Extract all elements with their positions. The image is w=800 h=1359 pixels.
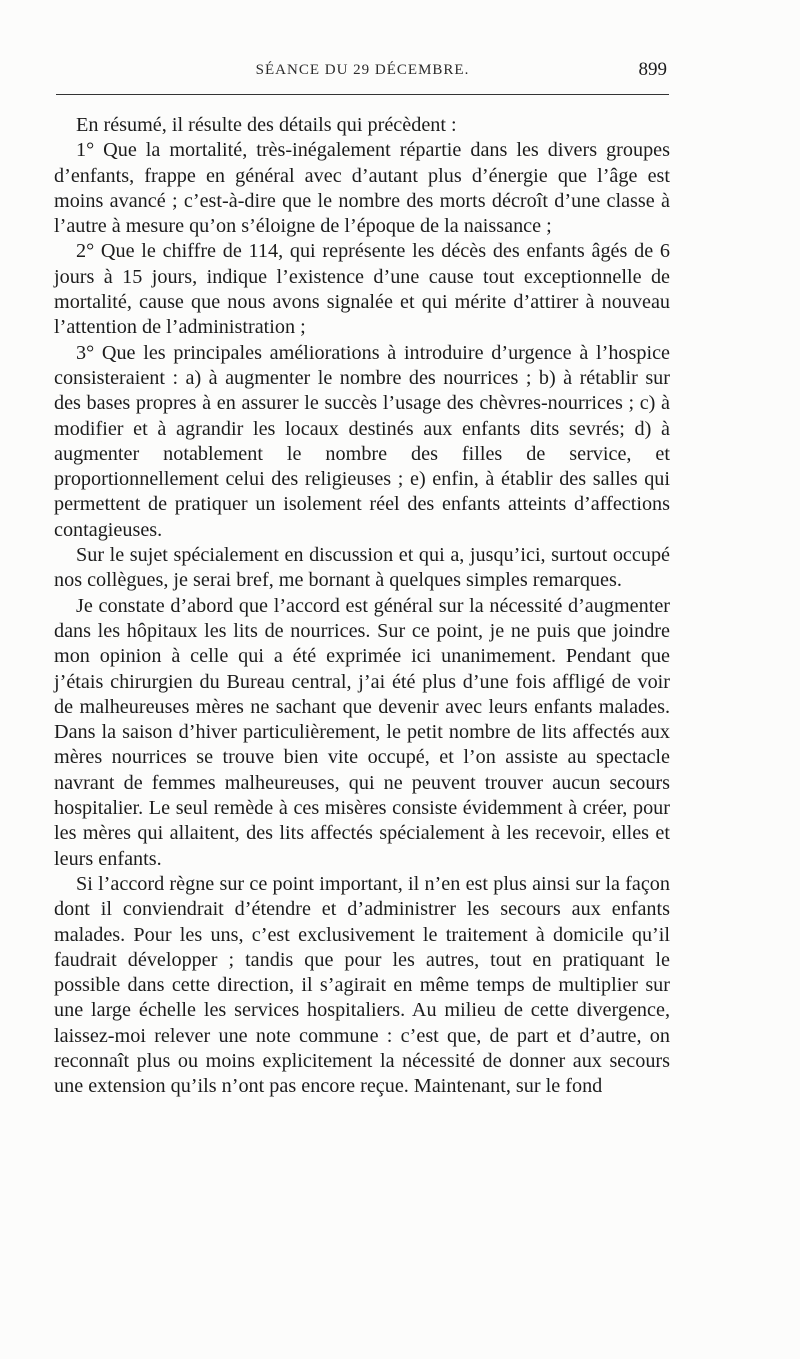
paragraph-point-2: 2° Que le chiffre de 114, qui représente les décès des enfants âgés de 6 jours à 15 jours, indique l’existence d’une cause tout exceptionnelle de mortalité, cause que nous avons signalée et qui mérite d’attirer à nouveau l’attention de l’administration ; [54, 240, 670, 339]
paragraph-home-care: Si l’accord règne sur ce point important, il n’en est plus ainsi sur la façon dont il conviendrait d’étendre et d’administrer les secours aux enfants malades. Pour les uns, c’est exclusivement le traitement à domicile qu’il faudrait développer ; tandis que pour les autres, tout en pratiquant le possible dans cette direction, il s’agirait en même temps de multiplier sur une large échelle les services hospitaliers. Au milieu de cette divergence, laissez-moi relever une note commune : c’est que, de part et d’autre, on reconnaît plus ou moins explicitement la nécessité de donner aux secours une extension qu’ils n’ont pas encore reçue. Maintenant, sur le fond [54, 872, 670, 1098]
page-number: 899 [638, 59, 667, 80]
header-rule [56, 94, 669, 95]
page-header [56, 58, 669, 88]
paragraph-summary-intro: En résumé, il résulte des détails qui précèdent : [76, 114, 457, 136]
paragraph-wet-nurses: Je constate d’abord que l’accord est général sur la nécessité d’augmenter dans les hôpitaux les lits de nourrices. Sur ce point, je ne puis que joindre mon opinion à celle qui a été exprimée ici unanimement. Pendant que j’étais chirurgien du Bureau central, j’ai été plus d’une fois affligé de voir de malheureuses mères ne sachant que devenir avec leurs enfants malades. Dans la saison d’hiver particulièrement, le petit nombre de lits affectés aux mères nourrices se trouve bien vite occupé, et l’on assiste au spectacle navrant de femmes malheureuses, qui ne peuvent trouver aucun secours hospitalier. Le seul remède à ces misères consiste évidemment à créer, pour les mères qui allaitent, des lits affectés spécialement à les recevoir, elles et leurs enfants. [54, 594, 670, 870]
paragraph-discussion: Sur le sujet spécialement en discussion et qui a, jusqu’ici, surtout occupé nos collègues, je serai bref, me bornant à quelques simples remarques. [54, 544, 670, 592]
running-title: SÉANCE DU 29 DÉCEMBRE. [255, 62, 470, 78]
paragraph-point-1: 1° Que la mortalité, très-inégalement répartie dans les divers groupes d’enfants, frappe en général avec d’autant plus d’énergie que l’âge est moins avancé ; c’est-à-dire que le nombre des morts décroît d’une classe à l’autre à mesure qu’on s’éloigne de l’époque de la naissance ; [54, 139, 670, 238]
paragraph-point-3: 3° Que les principales améliorations à introduire d’urgence à l’hospice consisteraient : a) à augmenter le nombre des nourrices ; b) à rétablir sur des bases propres à en assurer le succès l’usage des chèvres-nourrices ; c) à modifier et à agrandir les locaux destinés aux enfants dits sevrés; d) à augmenter notablement le nombre des filles de service, et proportionnellement celui des religieuses ; e) enfin, à établir des salles qui permettent de pratiquer un isolement réel des enfants atteints d’affections contagieuses. [54, 341, 670, 541]
body-text [54, 113, 670, 1100]
